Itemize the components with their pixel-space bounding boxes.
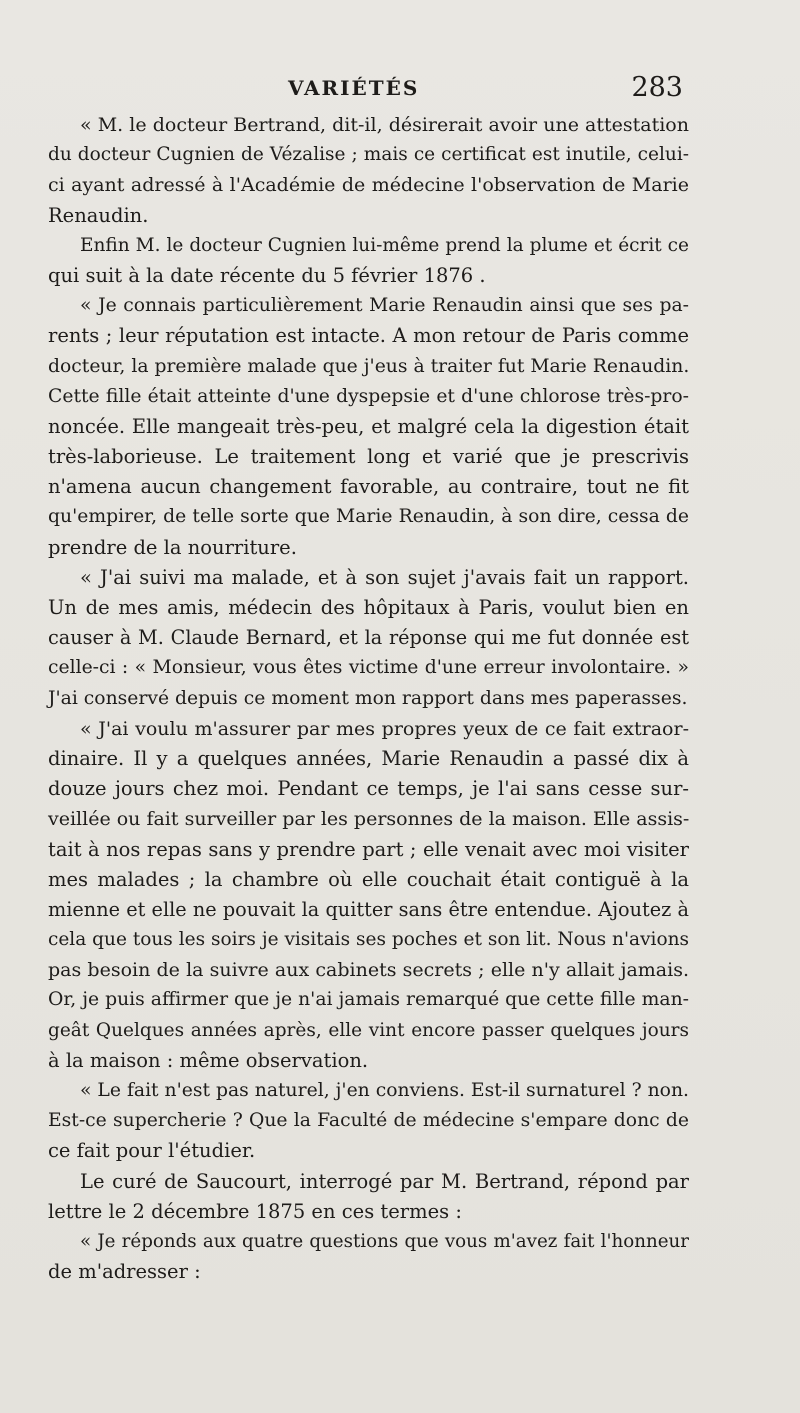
text-line: tait à nos repas sans y prendre part ; elle venait avec moi visiter	[48, 837, 689, 861]
text-line: n'amena aucun changement favorable, au contraire, tout ne fit	[48, 475, 689, 499]
text-line: mienne et elle ne pouvait la quitter sans être entendue. Ajoutez à	[48, 897, 689, 921]
text-line: qui suit à la date récente du 5 février 1876 .	[48, 263, 486, 287]
text-line: Or, je puis affirmer que je n'ai jamais remarqué que cette fille man-	[48, 989, 689, 1011]
text-line: J'ai conservé depuis ce moment mon rapport dans mes paperasses.	[48, 687, 688, 709]
text-line: veillée ou fait surveiller par les personnes de la maison. Elle assis-	[48, 808, 690, 831]
text-line: pas besoin de la suivre aux cabinets secrets ; elle n'y allait jamais.	[48, 959, 689, 982]
text-line: très-laborieuse. Le traitement long et varié que je prescrivis	[48, 445, 689, 469]
text-line: docteur, la première malade que j'eus à traiter fut Marie Renaudin.	[48, 355, 690, 377]
text-line: « J'ai suivi ma malade, et à son sujet j'avais fait un rapport.	[80, 565, 689, 589]
text-line: ci ayant adressé à l'Académie de médecine l'observation de Marie	[48, 174, 689, 197]
text-line: Est-ce supercherie ? Que la Faculté de médecine s'empare donc de	[48, 1110, 689, 1132]
text-line: ce fait pour l'étudier.	[48, 1139, 256, 1163]
text-line: « Je connais particulièrement Marie Renaudin ainsi que ses pa-	[80, 295, 689, 317]
text-line: « Le fait n'est pas naturel, j'en conviens. Est-il surnaturel ? non.	[80, 1080, 689, 1101]
text-line: noncée. Elle mangeait très-peu, et malgré cela la digestion était	[48, 414, 689, 438]
text-line: cela que tous les soirs je visitais ses poches et son lit. Nous n'avions	[48, 929, 689, 951]
text-line: « M. le docteur Bertrand, dit-il, désirerait avoir une attestation	[80, 114, 689, 136]
page-header	[100, 72, 685, 112]
page-number: 283	[631, 72, 683, 103]
text-line: qu'empirer, de telle sorte que Marie Renaudin, à son dire, cessa de	[48, 506, 689, 528]
text-line: mes malades ; la chambre où elle couchait était contiguë à la	[48, 867, 689, 891]
text-line: Un de mes amis, médecin des hôpitaux à Paris, voulut bien en	[48, 596, 689, 619]
text-line: geât Quelques années après, elle vint encore passer quelques jours	[48, 1019, 689, 1041]
text-line: douze jours chez moi. Pendant ce temps, je l'ai sans cesse sur-	[48, 777, 689, 801]
text-line: rents ; leur réputation est intacte. A mon retour de Paris comme	[48, 324, 689, 348]
text-line: Enfin M. le docteur Cugnien lui-même prend la plume et écrit ce	[80, 234, 689, 256]
text-line: causer à M. Claude Bernard, et la réponse qui me fut donnée est	[48, 626, 689, 650]
text-line: Le curé de Saucourt, interrogé par M. Bertrand, répond par	[80, 1169, 689, 1193]
text-line: dinaire. Il y a quelques années, Marie Renaudin a passé dix à	[48, 746, 689, 770]
text-line: à la maison : même observation.	[48, 1048, 369, 1072]
body-text	[48, 110, 689, 1287]
text-line: Renaudin.	[48, 203, 149, 227]
text-line: celle-ci : « Monsieur, vous êtes victime d'une erreur involontaire. »	[48, 657, 689, 679]
text-line: « Je réponds aux quatre questions que vous m'avez fait l'honneur	[80, 1230, 689, 1252]
text-line: du docteur Cugnien de Vézalise ; mais ce certificat est inutile, celui-	[48, 144, 689, 166]
running-head: VARIÉTÉS	[288, 76, 420, 100]
text-line: prendre de la nourriture.	[48, 535, 297, 559]
text-line: lettre le 2 décembre 1875 en ces termes :	[48, 1199, 462, 1223]
text-line: de m'adresser :	[48, 1260, 201, 1284]
text-line: « J'ai voulu m'assurer par mes propres yeux de ce fait extraor-	[80, 717, 689, 740]
text-line: Cette fille était atteinte d'une dyspepsie et d'une chlorose très-pro-	[48, 385, 689, 407]
